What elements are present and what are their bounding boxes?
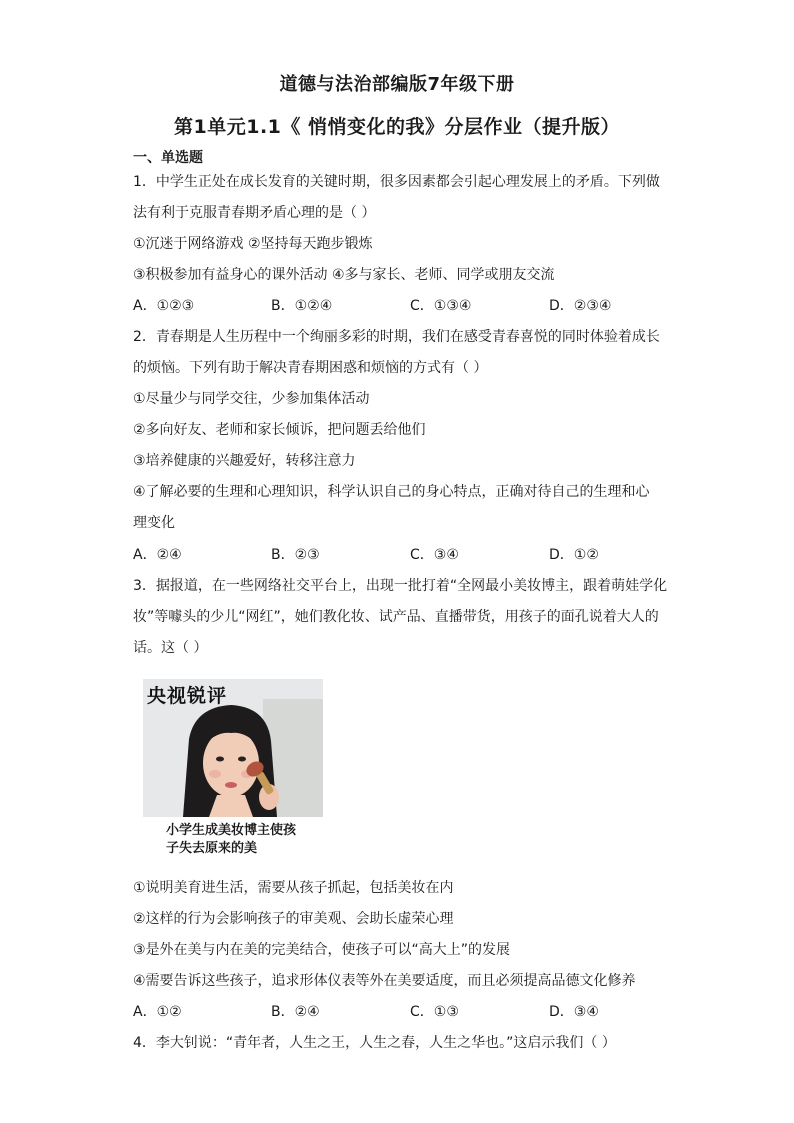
q3-item-3: ③是外在美与内在美的完美结合，使孩子可以“高大上”的发展 (133, 942, 511, 958)
q3-stem-line-3: 话。这（ ） (133, 640, 208, 656)
page-title: 道德与法治部编版7年级下册 (279, 74, 515, 95)
q1-items-line-2: ③积极参加有益身心的课外活动 ④多与家长、老师、同学或朋友交流 (133, 267, 555, 283)
q2-item-4-line-1: ④了解必要的生理和心理知识，科学认识自己的身心特点，正确对待自己的生理和心 (133, 484, 650, 500)
news-photo (143, 679, 323, 817)
q1-stem-line-1: 1．中学生正处在成长发育的关键时期，很多因素都会引起心理发展上的矛盾。下列做 (133, 174, 660, 190)
q3-option-d[interactable]: D．③④ (549, 1004, 599, 1020)
q2-option-d[interactable]: D．①② (549, 547, 599, 563)
q2-stem-line-2: 的烦恼。下列有助于解决青春期困惑和烦恼的方式有（ ） (133, 360, 488, 376)
q3-item-4: ④需要告诉这些孩子，追求形体仪表等外在美要适度，而且必须提高品德文化修养 (133, 973, 636, 989)
q1-option-c[interactable]: C．①③④ (410, 298, 472, 314)
q3-option-a[interactable]: A．①② (133, 1004, 182, 1020)
image-caption-line-1: 小学生成美妆博主使孩 (166, 823, 297, 838)
q3-item-2: ②这样的行为会影响孩子的审美观、会助长虚荣心理 (133, 911, 454, 927)
q2-item-2: ②多向好友、老师和家长倾诉，把问题丢给他们 (133, 422, 426, 438)
q1-option-b[interactable]: B．①②④ (271, 298, 333, 314)
q2-item-4-line-2: 理变化 (133, 515, 175, 531)
q2-stem-line-1: 2．青春期是人生历程中一个绚丽多彩的时期，我们在感受青春喜悦的同时体验着成长 (133, 329, 660, 345)
q3-stem-line-1: 3．据报道，在一些网络社交平台上，出现一批打着“全网最小美妆博主，跟着萌娃学化 (133, 578, 668, 594)
q1-option-d[interactable]: D．②③④ (549, 298, 612, 314)
q1-items-line-1: ①沉迷于网络游戏 ②坚持每天跑步锻炼 (133, 236, 373, 252)
q1-option-a[interactable]: A．①②③ (133, 298, 195, 314)
q2-option-c[interactable]: C．③④ (410, 547, 459, 563)
q1-stem-line-2: 法有利于克服青春期矛盾心理的是（ ） (133, 205, 376, 221)
q2-item-1: ①尽量少与同学交往，少参加集体活动 (133, 391, 370, 407)
q3-item-1: ①说明美育进生活，需要从孩子抓起，包括美妆在内 (133, 880, 454, 896)
q3-option-c[interactable]: C．①③ (410, 1004, 459, 1020)
q3-stem-line-2: 妆”等噱头的少儿“网红”，她们教化妆、试产品、直播带货，用孩子的面孔说着大人的 (133, 609, 659, 625)
image-overlay-text: 央视锐评 (147, 685, 228, 707)
q4-stem-line-1: 4．李大钊说：“青年者，人生之王，人生之春，人生之华也。”这启示我们（ ） (133, 1035, 616, 1051)
page-subtitle: 第1单元1.1《 悄悄变化的我》分层作业（提升版） (174, 116, 620, 138)
q2-option-a[interactable]: A．②④ (133, 547, 182, 563)
section-heading: 一、单选题 (133, 150, 203, 166)
q3-option-b[interactable]: B．②④ (271, 1004, 320, 1020)
image-caption-line-2: 子失去原来的美 (166, 841, 258, 856)
q2-item-3: ③培养健康的兴趣爱好，转移注意力 (133, 453, 356, 469)
q2-option-b[interactable]: B．②③ (271, 547, 320, 563)
